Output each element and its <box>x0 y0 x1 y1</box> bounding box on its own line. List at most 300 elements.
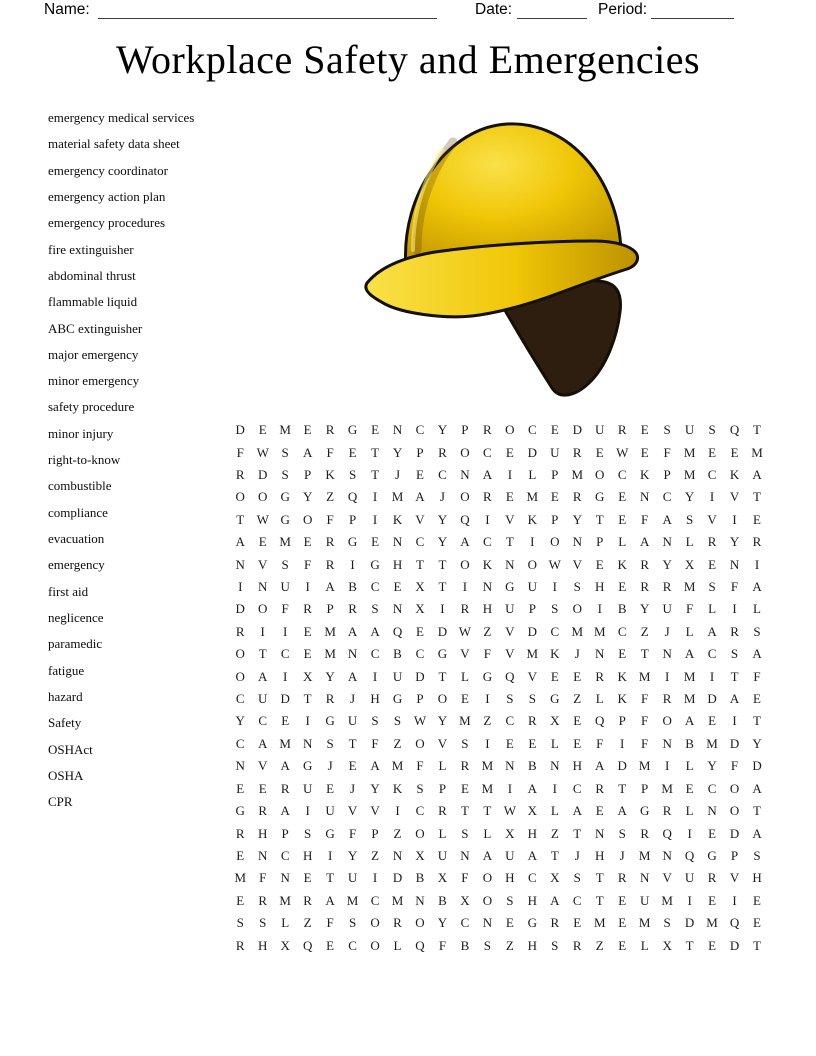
grid-cell: U <box>684 870 695 886</box>
grid-cell: A <box>729 691 740 707</box>
grid-cell: I <box>462 579 468 595</box>
name-label: Name: <box>44 1 90 18</box>
word-list-item: minor emergency <box>48 373 140 389</box>
grid-cell: I <box>732 892 737 908</box>
grid-cell: E <box>753 915 761 931</box>
grid-cell: I <box>732 713 737 729</box>
grid-cell: R <box>325 422 335 438</box>
grid-cell: C <box>550 623 560 639</box>
grid-cell: X <box>550 713 560 729</box>
grid-cell: M <box>391 758 404 774</box>
word-list-item: neglicence <box>48 609 104 625</box>
grid-cell: D <box>572 422 582 438</box>
grid-cell: E <box>708 892 717 908</box>
grid-cell: G <box>505 579 515 595</box>
grid-cell: S <box>685 511 694 527</box>
grid-cell: N <box>392 422 403 438</box>
grid-cell: M <box>683 579 696 595</box>
grid-cell: X <box>684 556 695 572</box>
grid-cell: R <box>707 870 717 886</box>
grid-cell: L <box>483 825 492 841</box>
grid-cell: E <box>573 915 582 931</box>
grid-cell: O <box>527 556 538 572</box>
grid-cell: P <box>326 601 334 617</box>
grid-cell: T <box>595 511 604 527</box>
grid-cell: Z <box>483 623 492 639</box>
grid-cell: P <box>528 601 536 617</box>
grid-cell: M <box>706 735 718 751</box>
grid-cell: I <box>327 847 333 863</box>
grid-cell: E <box>753 892 761 908</box>
grid-cell: B <box>460 937 470 953</box>
grid-cell: Y <box>572 511 582 527</box>
grid-cell: R <box>460 758 470 774</box>
grid-cell: P <box>551 511 559 527</box>
grid-cell: F <box>371 735 379 751</box>
grid-cell: L <box>550 735 559 751</box>
grid-cell: N <box>258 579 268 595</box>
grid-cell: L <box>708 601 717 617</box>
grid-cell: A <box>595 758 605 774</box>
word-list <box>48 105 194 815</box>
word-list-item: right-to-know <box>48 452 121 468</box>
grid-cell: D <box>729 735 740 751</box>
grid-cell: N <box>280 870 290 886</box>
grid-cell: R <box>393 915 402 931</box>
grid-cell: T <box>753 713 761 729</box>
grid-cell: R <box>617 870 627 886</box>
grid-cell: H <box>392 556 403 572</box>
grid-cell: S <box>371 713 379 729</box>
grid-cell: G <box>347 534 358 550</box>
grid-cell: N <box>595 825 605 841</box>
grid-cell: H <box>595 847 605 863</box>
grid-cell: S <box>461 735 469 751</box>
grid-cell: T <box>438 556 447 572</box>
word-list-item: emergency <box>48 557 105 573</box>
word-list-item: safety procedure <box>48 399 135 415</box>
grid-cell: R <box>303 601 312 617</box>
grid-cell: N <box>662 646 672 662</box>
grid-cell: T <box>236 511 245 527</box>
grid-cell: F <box>281 601 289 617</box>
grid-cell: L <box>281 915 290 931</box>
grid-cell: E <box>393 579 402 595</box>
grid-cell: Z <box>393 735 402 751</box>
grid-cell: E <box>618 579 627 595</box>
grid-cell: E <box>708 937 717 953</box>
grid-cell: Y <box>392 444 403 460</box>
word-list-item: evacuation <box>48 531 105 546</box>
grid-cell: Y <box>729 534 740 550</box>
grid-cell: L <box>393 937 402 953</box>
grid-cell: C <box>572 892 582 908</box>
grid-cell: G <box>325 713 335 729</box>
page-title: Workplace Safety and Emergencies <box>115 37 701 82</box>
grid-cell: L <box>685 623 694 639</box>
grid-cell: X <box>437 870 448 886</box>
grid-cell: Y <box>437 422 448 438</box>
grid-cell: F <box>236 444 244 460</box>
grid-cell: Y <box>662 556 672 572</box>
grid-cell: O <box>482 892 493 908</box>
grid-cell: V <box>505 646 515 662</box>
grid-cell: M <box>234 870 247 886</box>
grid-cell: I <box>485 511 490 527</box>
grid-cell: W <box>458 623 472 639</box>
grid-cell: C <box>438 467 447 483</box>
grid-cell: T <box>573 825 582 841</box>
grid-cell: O <box>370 937 380 953</box>
grid-cell: U <box>505 601 515 617</box>
grid-cell: S <box>551 601 559 617</box>
grid-cell: T <box>371 467 380 483</box>
grid-cell: C <box>415 534 425 550</box>
grid-cell: E <box>460 780 469 796</box>
grid-cell: C <box>572 780 582 796</box>
grid-cell: U <box>437 847 448 863</box>
grid-cell: L <box>640 937 649 953</box>
grid-cell: Y <box>684 489 695 505</box>
grid-cell: I <box>552 780 557 796</box>
grid-cell: O <box>505 422 515 438</box>
grid-cell: O <box>302 511 313 527</box>
grid-cell: C <box>235 691 245 707</box>
grid-cell: M <box>638 758 651 774</box>
grid-cell: R <box>438 444 447 460</box>
grid-cell: E <box>618 511 627 527</box>
grid-cell: K <box>527 511 538 527</box>
grid-cell: U <box>662 601 672 617</box>
grid-cell: H <box>752 870 762 886</box>
grid-cell: M <box>526 489 539 505</box>
grid-cell: X <box>662 937 672 953</box>
grid-cell: M <box>593 623 606 639</box>
grid-cell: Q <box>662 825 672 841</box>
grid-cell: T <box>595 870 604 886</box>
grid-cell: I <box>372 489 378 505</box>
grid-cell: A <box>617 803 627 819</box>
grid-cell: Y <box>707 758 717 774</box>
grid-cell: I <box>260 623 265 639</box>
grid-cell: L <box>753 601 761 617</box>
grid-cell: I <box>372 668 378 684</box>
grid-cell: F <box>416 758 424 774</box>
grid-cell: A <box>415 489 425 505</box>
hard-hat-svg <box>350 100 660 420</box>
grid-cell: G <box>235 803 245 819</box>
grid-cell: A <box>662 511 672 527</box>
grid-cell: I <box>283 668 288 684</box>
grid-cell: E <box>303 534 312 550</box>
grid-cell: H <box>595 579 605 595</box>
grid-cell: R <box>662 579 672 595</box>
grid-cell: R <box>595 780 605 796</box>
grid-cell: L <box>438 825 447 841</box>
grid-cell: F <box>641 713 649 729</box>
grid-cell: M <box>279 422 291 438</box>
grid-cell: G <box>347 422 358 438</box>
grid-cell: D <box>707 691 717 707</box>
grid-cell: M <box>593 915 606 931</box>
grid-cell: E <box>618 646 627 662</box>
grid-cell: H <box>527 937 538 953</box>
grid-cell: F <box>641 691 649 707</box>
grid-cell: G <box>482 668 493 684</box>
grid-cell: V <box>437 735 448 751</box>
grid-cell: S <box>573 870 581 886</box>
grid-cell: J <box>327 758 333 774</box>
grid-cell: A <box>347 668 358 684</box>
grid-cell: O <box>437 691 448 707</box>
grid-cell: G <box>302 758 313 774</box>
grid-cell: E <box>303 623 312 639</box>
grid-cell: O <box>595 467 605 483</box>
grid-cell: C <box>258 713 268 729</box>
grid-cell: R <box>438 803 447 819</box>
grid-cell: C <box>483 444 492 460</box>
grid-cell: T <box>416 556 424 572</box>
grid-cell: W <box>503 803 516 819</box>
grid-cell: T <box>753 803 761 819</box>
grid-cell: I <box>664 668 670 684</box>
grid-cell: A <box>370 758 380 774</box>
grid-cell: I <box>597 601 602 617</box>
grid-cell: Z <box>371 847 380 863</box>
period-label: Period: <box>598 1 648 18</box>
grid-cell: M <box>638 847 651 863</box>
grid-cell: E <box>416 467 424 483</box>
grid-cell: Z <box>640 623 649 639</box>
grid-cell: O <box>460 444 470 460</box>
grid-cell: A <box>460 534 470 550</box>
grid-cell: G <box>595 489 605 505</box>
grid-cell: N <box>662 735 672 751</box>
grid-cell: K <box>482 556 493 572</box>
grid-cell: V <box>729 489 740 505</box>
grid-cell: I <box>732 601 737 617</box>
grid-cell: S <box>259 915 267 931</box>
grid-cell: T <box>460 803 469 819</box>
grid-cell: E <box>505 735 514 751</box>
grid-cell: X <box>302 668 313 684</box>
grid-cell: R <box>258 892 268 908</box>
grid-cell: O <box>415 915 425 931</box>
grid-cell: C <box>617 623 627 639</box>
grid-cell: E <box>303 870 312 886</box>
grid-cell: E <box>618 915 627 931</box>
grid-cell: Y <box>437 511 448 527</box>
grid-cell: R <box>595 668 605 684</box>
grid-cell: D <box>752 758 762 774</box>
grid-cell: N <box>662 534 672 550</box>
grid-cell: B <box>438 892 447 908</box>
grid-cell: S <box>730 646 739 662</box>
grid-cell: D <box>235 422 245 438</box>
grid-cell: I <box>372 511 378 527</box>
grid-cell: T <box>348 735 357 751</box>
grid-cell: P <box>371 825 379 841</box>
grid-cell: D <box>437 623 448 639</box>
word-list-item: minor injury <box>48 425 114 441</box>
grid-cell: C <box>527 422 537 438</box>
grid-cell: R <box>572 489 582 505</box>
grid-cell: K <box>639 467 650 483</box>
grid-cell: P <box>281 825 289 841</box>
grid-cell: R <box>572 937 582 953</box>
grid-cell: I <box>709 489 715 505</box>
grid-cell: C <box>415 422 425 438</box>
grid-cell: N <box>302 735 313 751</box>
grid-cell: E <box>371 534 380 550</box>
grid-cell: N <box>415 892 425 908</box>
grid-cell: V <box>572 556 582 572</box>
grid-cell: T <box>505 534 514 550</box>
grid-cell: P <box>348 511 357 527</box>
grid-cell: N <box>347 646 358 662</box>
grid-cell: M <box>279 534 291 550</box>
grid-cell: R <box>325 556 335 572</box>
grid-cell: F <box>596 735 604 751</box>
grid-cell: D <box>527 623 538 639</box>
grid-cell: A <box>347 623 358 639</box>
grid-cell: X <box>415 579 425 595</box>
grid-cell: A <box>258 668 268 684</box>
grid-cell: A <box>325 579 335 595</box>
grid-cell: M <box>638 668 651 684</box>
grid-cell: Y <box>347 847 358 863</box>
grid-cell: V <box>505 623 515 639</box>
grid-cell: R <box>348 601 357 617</box>
grid-cell: R <box>550 915 560 931</box>
grid-cell: J <box>350 691 356 707</box>
grid-cell: D <box>280 691 290 707</box>
grid-cell: A <box>280 803 290 819</box>
grid-cell: Q <box>729 422 740 438</box>
grid-cell: U <box>280 579 290 595</box>
grid-cell: A <box>639 534 650 550</box>
grid-cell: R <box>235 623 245 639</box>
grid-cell: R <box>730 623 739 639</box>
grid-cell: D <box>415 668 425 684</box>
grid-cell: O <box>729 803 740 819</box>
grid-cell: E <box>303 422 312 438</box>
grid-cell: P <box>438 780 447 796</box>
word-list-item: emergency procedures <box>48 215 166 231</box>
grid-cell: S <box>708 579 716 595</box>
date-input-line[interactable] <box>517 3 587 19</box>
grid-cell: N <box>595 646 605 662</box>
grid-cell: E <box>348 758 357 774</box>
grid-cell: P <box>416 444 424 460</box>
grid-cell: T <box>618 780 627 796</box>
grid-cell: A <box>752 780 762 796</box>
grid-cell: N <box>258 847 268 863</box>
grid-cell: L <box>685 534 694 550</box>
word-list-item: major emergency <box>48 346 139 362</box>
grid-cell: S <box>416 780 424 796</box>
grid-cell: Z <box>573 691 582 707</box>
grid-cell: E <box>326 937 335 953</box>
grid-cell: R <box>483 422 492 438</box>
grid-cell: A <box>527 847 538 863</box>
grid-cell: S <box>326 735 334 751</box>
grid-cell: S <box>371 601 379 617</box>
grid-cell: S <box>483 937 491 953</box>
grid-cell: E <box>708 444 717 460</box>
grid-cell: E <box>505 489 514 505</box>
grid-cell: M <box>324 646 336 662</box>
grid-cell: I <box>530 534 535 550</box>
period-input-line[interactable] <box>651 3 734 19</box>
grid-cell: H <box>527 892 538 908</box>
grid-cell: U <box>595 422 605 438</box>
grid-cell: C <box>707 467 717 483</box>
grid-cell: M <box>481 780 494 796</box>
grid-cell: X <box>527 803 538 819</box>
grid-cell: R <box>617 422 627 438</box>
grid-cell: M <box>638 915 651 931</box>
grid-cell: V <box>370 803 380 819</box>
grid-cell: D <box>729 825 740 841</box>
grid-cell: Z <box>303 915 312 931</box>
name-input-line[interactable] <box>98 3 437 19</box>
grid-cell: O <box>729 780 740 796</box>
grid-cell: D <box>527 444 538 460</box>
grid-cell: E <box>528 735 537 751</box>
grid-cell: I <box>709 668 715 684</box>
grid-cell: O <box>370 915 380 931</box>
grid-cell: T <box>483 803 492 819</box>
grid-cell: E <box>505 444 514 460</box>
grid-cell: R <box>325 691 335 707</box>
grid-cell: R <box>662 691 672 707</box>
grid-cell: H <box>302 847 313 863</box>
grid-cell: O <box>258 489 268 505</box>
word-list-item: material safety data sheet <box>48 136 180 152</box>
grid-cell: O <box>258 601 268 617</box>
grid-cell: K <box>617 691 627 707</box>
grid-cell: M <box>346 892 359 908</box>
grid-cell: E <box>236 847 245 863</box>
grid-cell: Y <box>437 713 448 729</box>
grid-cell: C <box>370 579 380 595</box>
grid-cell: A <box>752 579 762 595</box>
grid-cell: R <box>640 825 649 841</box>
grid-cell: C <box>527 870 537 886</box>
grid-cell: E <box>708 825 717 841</box>
grid-cell: F <box>641 735 649 751</box>
word-list-item: fire extinguisher <box>48 241 134 257</box>
grid-cell: G <box>280 511 290 527</box>
grid-cell: F <box>641 511 649 527</box>
grid-cell: X <box>415 847 425 863</box>
grid-cell: H <box>572 758 582 774</box>
grid-cell: Y <box>302 489 313 505</box>
grid-cell: E <box>573 735 582 751</box>
grid-cell: P <box>416 691 424 707</box>
grid-cell: K <box>729 467 740 483</box>
grid-cell: Q <box>302 937 313 953</box>
grid-cell: Z <box>483 713 492 729</box>
grid-cell: R <box>460 601 470 617</box>
grid-cell: F <box>326 444 334 460</box>
grid-cell: L <box>618 534 627 550</box>
grid-cell: C <box>707 646 717 662</box>
grid-cell: G <box>437 646 448 662</box>
grid-cell: M <box>391 489 404 505</box>
grid-cell: E <box>618 937 627 953</box>
